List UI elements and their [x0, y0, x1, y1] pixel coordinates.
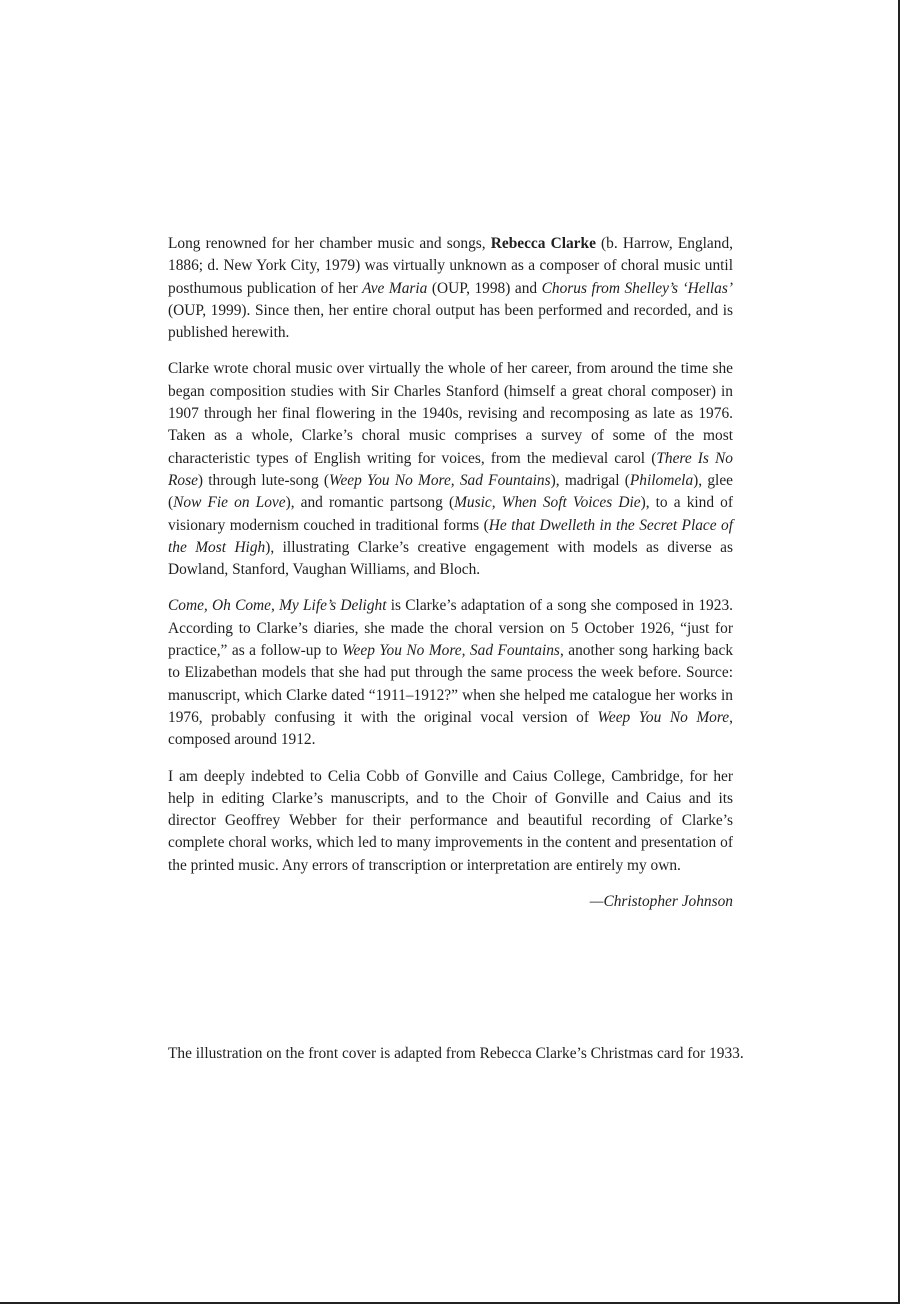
cover-illustration-note: The illustration on the front cover is adapted from Rebecca Clarke’s Christmas card for 1933.	[168, 1045, 744, 1062]
paragraph-source: Come, Oh Come, My Life’s Delight is Clarke’s adaptation of a song she composed in 1923. According to Clarke’s diaries, she made the choral version on 5 October 1926, “just for practice,” as a follow-up to Weep You No More, Sad Fountains, another song harking back to Elizabethan models that she had put through the same process the week before. Source: manuscript, which Clarke dated “1911–1912?” when she helped me catalogue her works in 1976, probably confusing it with the original vocal version of Weep You No More, composed around 1912.	[168, 597, 734, 749]
work-title: Come, Oh Come, My Life’s Delight	[168, 597, 387, 615]
preface-text	[168, 233, 733, 913]
author-signature: —Christopher Johnson	[589, 893, 733, 911]
paragraph-career: Clarke wrote choral music over virtually the whole of her career, from around the time she began composition studies with Sir Charles Stanford (himself a great choral composer) in 1907 through her final flowering in the 1940s, revising and recomposing as late as 1976. Taken as a whole, Clarke’s choral music comprises a survey of some of the most characteristic types of English writing for voices, from the medieval carol (There Is No Rose) through lute-song (Weep You No More, Sad Fountains), madrigal (Philomela), glee (Now Fie on Love), and romantic partsong (Music, When Soft Voices Die), to a kind of visionary modernism couched in traditional forms (He that Dwelleth in the Secret Place of the Most High), illustrating Clarke’s creative engagement with models as diverse as Dowland, Stanford, Vaughan Williams, and Bloch.	[168, 360, 734, 579]
work-title: Philomela	[629, 471, 694, 489]
paragraph-acknowledgements: I am deeply indebted to Celia Cobb of Gonville and Caius College, Cambridge, for her help in editing Clarke’s manuscripts, and to the Choir of Gonville and Caius and its director Geoffrey Webber for their performance and beautiful recording of Clarke’s complete choral works, which led to many improvements in the content and presentation of the printed music. Any errors of transcription or interpretation are entirely my own.	[168, 767, 733, 874]
work-title: Chorus from Shelley’s ‘Hellas’	[541, 279, 733, 297]
work-title: Ave Maria	[362, 279, 428, 297]
work-title: Music, When Soft Voices Die	[454, 494, 641, 512]
composer-name: Rebecca Clarke	[490, 235, 596, 252]
work-title: Weep You No More, Sad Fountains	[342, 642, 560, 660]
work-title: Weep You No More, Sad Fountains	[329, 471, 551, 489]
work-title: He that Dwelleth in the Secret Place of the Most High	[168, 516, 733, 556]
work-title: Now Fie on Love	[173, 494, 286, 512]
paragraph-intro: Long renowned for her chamber music and songs, Rebecca Clarke (b. Harrow, England, 1886; d. New York City, 1979) was virtually unknown as a composer of choral music until posthumous publication of her Ave Maria (OUP, 1998) and Chorus from Shelley’s ‘Hellas’ (OUP, 1999). Since then, her entire choral output has been performed and recorded, and is published herewith.	[168, 235, 733, 342]
work-title: Weep You No More	[597, 708, 730, 726]
work-title: There Is No Rose	[168, 449, 733, 489]
